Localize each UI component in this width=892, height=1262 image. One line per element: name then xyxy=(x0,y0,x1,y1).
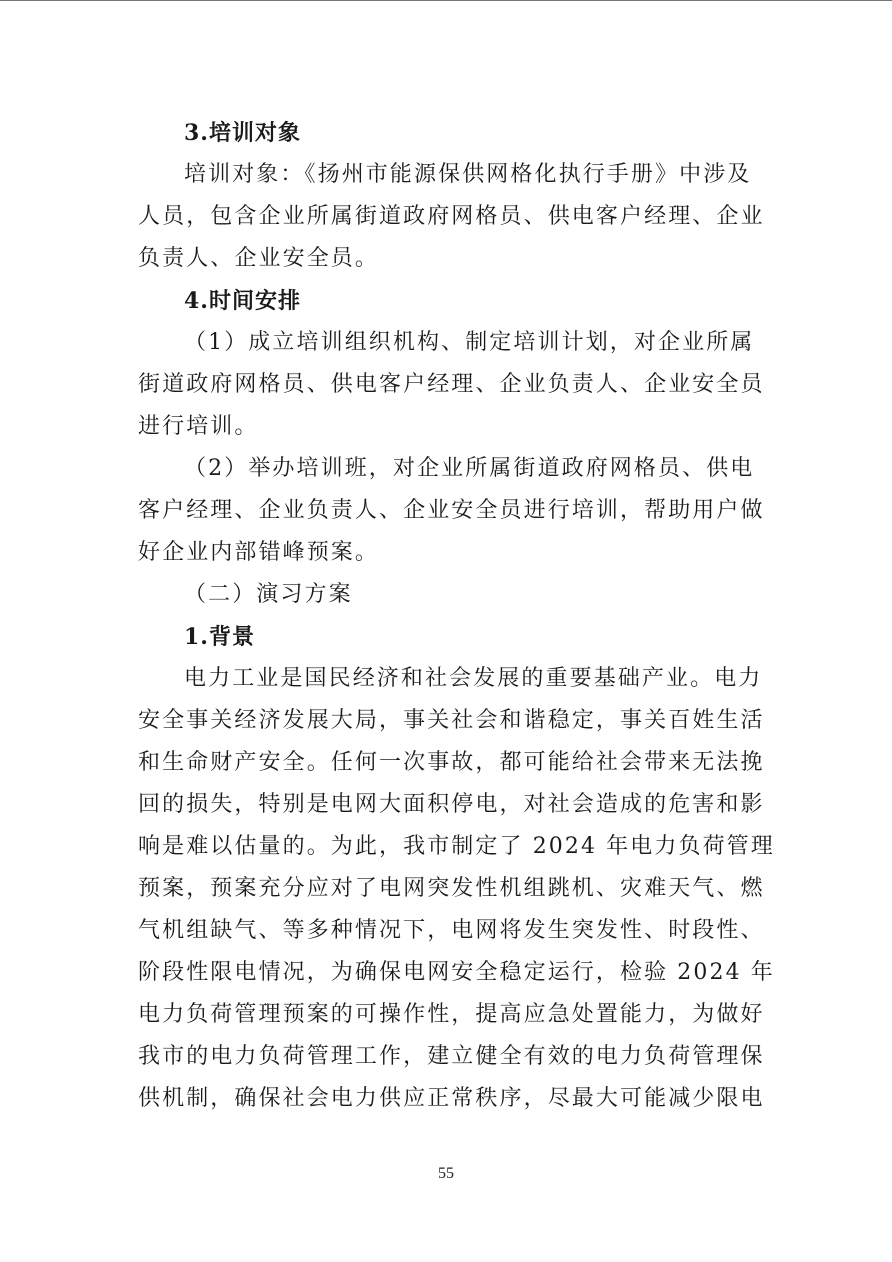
paragraph-line: 街道政府网格员、供电客户经理、企业负责人、企业安全员 xyxy=(138,372,765,397)
paragraph-line: 我市的电力负荷管理工作，建立健全有效的电力负荷管理保 xyxy=(138,1044,765,1069)
top-border-line xyxy=(0,0,892,1)
paragraph-line: 培训对象：《扬州市能源保供网格化执行手册》中涉及 xyxy=(184,162,752,187)
paragraph-line: 人员，包含企业所属街道政府网格员、供电客户经理、企业 xyxy=(138,204,765,229)
section-heading-background: 1.背景 xyxy=(184,624,255,650)
paragraph-line: 回的损失，特别是电网大面积停电，对社会造成的危害和影 xyxy=(138,792,765,817)
paragraph-line: 安全事关经济发展大局，事关社会和谐稳定，事关百姓生活 xyxy=(138,708,765,733)
paragraph-line: （1）成立培训组织机构、制定培训计划，对企业所属 xyxy=(184,330,755,355)
paragraph-line: 阶段性限电情况，为确保电网安全稳定运行，检验 2024 年 xyxy=(138,960,775,985)
subsection-title-drill-plan: （二）演习方案 xyxy=(184,582,353,607)
paragraph-line: 客户经理、企业负责人、企业安全员进行培训，帮助用户做 xyxy=(138,498,765,523)
paragraph-line: 响是难以估量的。为此，我市制定了 2024 年电力负荷管理 xyxy=(138,834,775,859)
section-heading-training-target: 3.培训对象 xyxy=(184,120,301,146)
paragraph-line: 预案，预案充分应对了电网突发性机组跳机、灾难天气、燃 xyxy=(138,876,765,901)
page-number: 55 xyxy=(438,1165,454,1182)
section-heading-schedule: 4.时间安排 xyxy=(184,288,301,314)
paragraph-line: 电力工业是国民经济和社会发展的重要基础产业。电力 xyxy=(184,666,763,691)
paragraph-line: 和生命财产安全。任何一次事故，都可能给社会带来无法挽 xyxy=(138,750,765,775)
paragraph-line: 负责人、企业安全员。 xyxy=(138,246,380,271)
paragraph-line: （2）举办培训班，对企业所属街道政府网格员、供电 xyxy=(184,456,755,481)
paragraph-line: 电力负荷管理预案的可操作性，提高应急处置能力，为做好 xyxy=(138,1002,765,1027)
document-body xyxy=(138,112,775,1120)
paragraph-line: 供机制，确保社会电力供应正常秩序，尽最大可能减少限电 xyxy=(138,1086,765,1111)
paragraph-line: 进行培训。 xyxy=(138,414,259,439)
paragraph-line: 气机组缺气、等多种情况下，电网将发生突发性、时段性、 xyxy=(138,918,765,943)
paragraph-line: 好企业内部错峰预案。 xyxy=(138,540,380,565)
